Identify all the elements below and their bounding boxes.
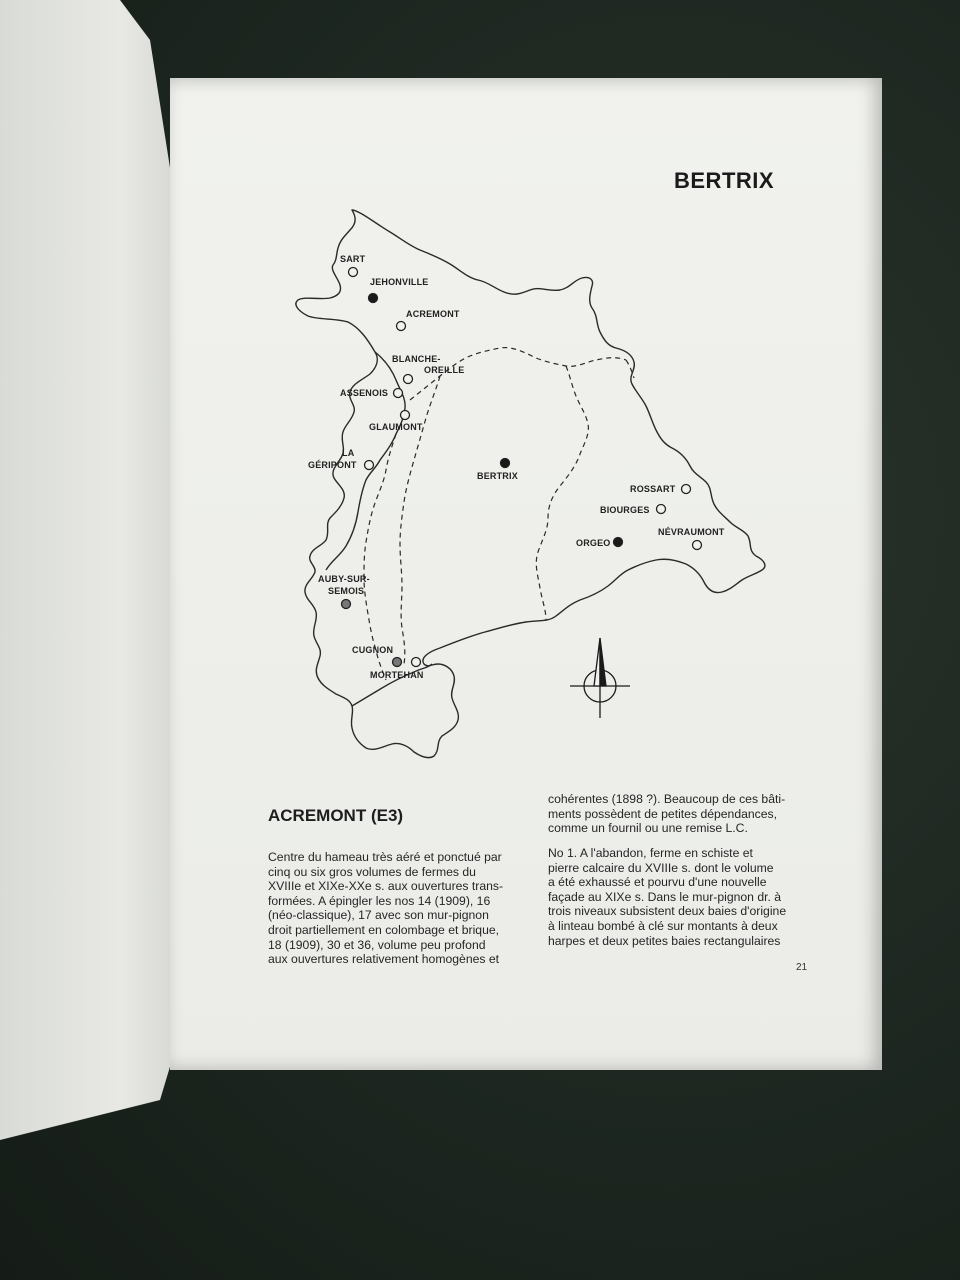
- marker-jehonville: [369, 294, 378, 303]
- marker-assenois: [394, 389, 403, 398]
- place-label-la: LA: [342, 448, 355, 458]
- marker-cugnon: [393, 658, 402, 667]
- text-line: façade au XIXe s. Dans le mur-pignon dr. à: [548, 889, 782, 904]
- text-line: cinq ou six gros volumes de fermes du: [268, 864, 476, 879]
- marker-blanche-oreille: [404, 375, 413, 384]
- place-label-sart: SART: [340, 254, 366, 264]
- outer-boundary: [296, 210, 765, 758]
- text-line: ments possèdent de petites dépendances,: [548, 806, 778, 821]
- place-label-glaumont: GLAUMONT: [369, 422, 423, 432]
- text-line: formées. A épingler les nos 14 (1909), 16: [268, 893, 491, 908]
- marker-glaumont: [401, 411, 410, 420]
- text-line: (néo-classique), 17 avec son mur-pignon: [268, 908, 489, 923]
- place-label-cugnon: CUGNON: [352, 645, 394, 655]
- marker-nevraumont: [693, 541, 702, 550]
- article-column-2-top: [548, 792, 806, 836]
- section-boundary-5: [626, 360, 634, 378]
- text-line: a été exhaussé et pourvu d'une nouvelle: [548, 875, 767, 890]
- place-label-jehonville: JEHONVILLE: [370, 277, 429, 287]
- text-line: droit partiellement en colombage et brique,: [268, 922, 500, 937]
- text-line: cohérentes (1898 ?). Beaucoup de ces bâti-: [548, 792, 786, 806]
- place-label-bertrix: BERTRIX: [477, 471, 518, 481]
- marker-orgeo: [614, 538, 623, 547]
- page-title: BERTRIX: [674, 168, 775, 193]
- place-label-rossart: ROSSART: [630, 484, 676, 494]
- marker-biourges: [657, 505, 666, 514]
- marker-mortehan: [412, 658, 421, 667]
- section-boundary-2: [536, 366, 588, 620]
- section-heading: ACREMONT (E3): [268, 806, 404, 825]
- place-label-oreille: OREILLE: [424, 365, 465, 375]
- section-boundary-4: [364, 434, 396, 680]
- text-line: trois niveaux subsistent deux baies d'origine: [548, 904, 787, 919]
- place-label-auby-sur: AUBY-SUR-: [318, 574, 370, 584]
- place-label-acremont: ACREMONT: [406, 309, 460, 319]
- text-line: à linteau bombé à clé sur montants à deux: [548, 918, 778, 933]
- place-label-biourges: BIOURGES: [600, 505, 650, 515]
- text-line: No 1. A l'abandon, ferme en schiste et: [548, 846, 753, 860]
- text-line: comme un fournil ou une remise L.C.: [548, 821, 748, 836]
- text-line: harpes et deux petites baies rectangulaires: [548, 933, 781, 948]
- marker-rossart: [682, 485, 691, 494]
- place-label-mortehan: MORTEHAN: [370, 670, 424, 680]
- place-label-orgeo: ORGEO: [576, 538, 611, 548]
- place-label-semois: SEMOIS: [328, 586, 365, 596]
- place-label-blanche: BLANCHE-: [392, 354, 441, 364]
- page-number: 21: [796, 962, 808, 973]
- text-line: aux ouvertures relativement homogènes et: [268, 952, 500, 967]
- article-column-1: [268, 850, 526, 967]
- place-label-assenois: ASSENOIS: [340, 388, 389, 398]
- compass-rose-icon: [570, 638, 630, 718]
- marker-bertrix: [501, 459, 510, 468]
- text-line: Centre du hameau très aéré et ponctué par: [268, 850, 502, 864]
- marker-acremont: [397, 322, 406, 331]
- place-label-nevraumont: NÉVRAUMONT: [658, 527, 725, 537]
- marker-geripont: [365, 461, 374, 470]
- marker-sart: [349, 268, 358, 277]
- article-column-2-bottom: [548, 846, 806, 948]
- text-line: pierre calcaire du XVIIIe s. dont le volume: [548, 860, 774, 875]
- place-label-geripont: GÉRIPONT: [308, 460, 357, 470]
- text-line: XVIIIe et XIXe-XXe s. aux ouvertures trans-: [268, 879, 504, 894]
- text-line: 18 (1909), 30 et 36, volume peu profond: [268, 937, 486, 952]
- marker-auby-sur-semois: [342, 600, 351, 609]
